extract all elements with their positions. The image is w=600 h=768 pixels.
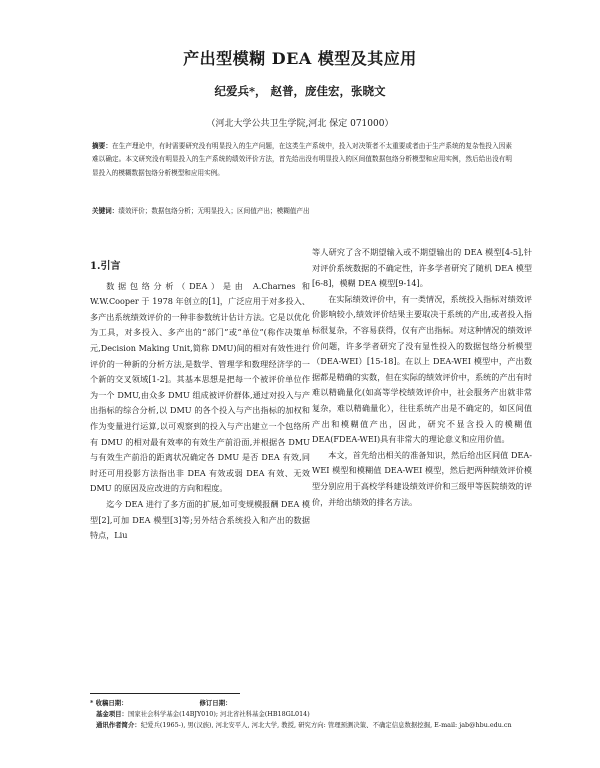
footnote: [90, 698, 522, 732]
author-bio-label: 通讯作者简介：: [96, 721, 141, 730]
footnote-rule: [90, 693, 240, 694]
received-label: * 收稿日期：: [90, 699, 128, 707]
abstract-text: 在生产理论中，有时需要研究没有明显投入的生产问题，在这类生产系统中，投入对决策者不太重要或者由于生产系统的复杂性投入因素难以确定。本文研究没有明显投入的生产系统的绩效评价方法，首先给出没有明显投入的区间值数据包络分析模型和应用实例，然后给出没有明显投入的模糊数据包络分析模型和应用实例。: [92, 142, 513, 177]
author-list: 纪爱兵*， 赵普，庞佳宏，张晓文: [214, 84, 386, 98]
revised-label: 修订日期：: [199, 699, 232, 707]
abstract: [92, 140, 512, 180]
footnote-dates: [90, 698, 522, 709]
body-paragraph: 等人研究了含不期望输入或不期望输出的 DEA 模型[4-5],针对评价系统数据的不确定性，许多学者研究了随机 DEA 模型[6-8]，模糊 DEA 模型[9-14]。: [312, 247, 532, 289]
footnote-fund: [90, 709, 522, 720]
paper-title: 产出型模糊 DEA 模型及其应用: [183, 49, 417, 68]
body-paragraph: 在实际绩效评价中，有一类情况，系统投入指标对绩效评价影响较小,绩效评价结果主要取决于系统的产出,或者投入指标很复杂，不容易获得，仅有产出指标。对这种情况的绩效评价问题，许多学者研究了没有显性投入的数据包络分析模型（DEA-WEI）[15-18]。在以上 DEA-WEI 模型中，产出数据都是精确的实数，但在实际的绩效评价中，系统的产出有时难以精确量化(如高等学校绩效评价中，社会服务产出就非常复杂，难以精确量化），往往系统产出是不确定的，如区间值产出和模糊值产出，因此，研究不显含投入的模糊值 DEA(FDEA-WEI)具有非常大的理论意义和应用价值。: [312, 293, 532, 445]
footnote-author: [90, 720, 522, 731]
fund-text: 国家社会科学基金(14BJY010); 河北省社科基金(HB18GL014): [127, 710, 310, 719]
body-paragraph: 迄今 DEA 进行了多方面的扩展,如可变规模报酬 DEA 模型[2],可加 DEA 模型[3]等;另外结合系统投入和产出的数据特点，Liu: [90, 498, 310, 541]
affiliation: （河北大学公共卫生学院,河北 保定 071000）: [206, 119, 394, 129]
body-paragraph: 本文，首先给出相关的准备知识，然后给出区间值 DEA-WEI 模型和模糊值 DEA-WEI 模型，然后把两种绩效评价模型分别应用于高校学科建设绩效评价和三级甲等医院绩效的评价，并给出绩效的排名方法。: [312, 449, 532, 507]
keywords: [92, 205, 512, 218]
left-column: [90, 245, 310, 544]
author-bio-text: 纪爱兵(1965-), 男(汉族), 河北安平人, 河北大学, 教授, 研究方向: 管理预测决策、不确定信息数据挖掘, E-mail: jab@hbu.edu.cn: [140, 721, 512, 730]
abstract-label: 摘要：: [92, 142, 113, 150]
section-heading: 1.引言: [90, 261, 121, 272]
right-column: [312, 245, 532, 510]
fund-label: 基金项目：: [96, 710, 128, 719]
body-paragraph: 数据包络分析（DEA）是由 A.Charnes 和 W.W.Cooper 于 1978 年创立的[1]，广泛应用于对多投入、多产出系统绩效评价的一种非参数统计估计方法。它是以优化为工具，对多投入、多产出的“部门”或“单位”(称作决策单元,Decision Making Unit,简称 DMU)间的相对有效性进行评价的一种新的分析方法,是数学、管理学和数理经济学的一个新的交叉领域[1-2]。其基本思想是把每一个被评价单位作为一个 DMU,由众多 DMU 组成被评价群体,通过对投入与产出指标的综合分析,以 DMU 的各个投入与产出指标的加权和作为变量进行运算,以可观察到的投入与产出建立一个包络所有 DMU 的相对最有效率的有效生产前沿面,并根据各 DMU 与有效生产前沿的距离状况确定各 DMU 是否 DEA 有效,同时还可用投影方法指出非 DEA 有效或弱 DEA 有效、无效 DMU 的原因及应改进的方向和程度。: [90, 280, 310, 494]
keywords-label: 关键词：: [92, 207, 119, 215]
keywords-text: 绩效评价；数据包络分析；无明显投入；区间值产出；模糊值产出: [118, 207, 310, 215]
